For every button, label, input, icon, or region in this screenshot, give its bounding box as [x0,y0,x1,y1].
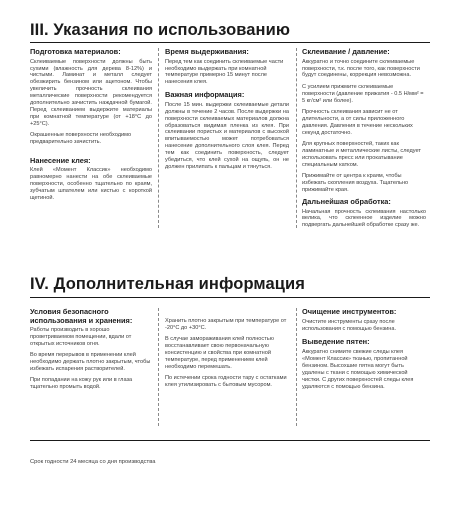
text-bonding-1: Аккуратно и точно соедините склеиваемые поверхности, т.к. после того, как поверхности будут соединены, коррекция невозможна. [302,58,420,79]
section-3-column-1 [30,48,152,206]
heading-further-processing: Дальнейшая обработка: [302,196,391,206]
footer-rule [30,440,430,441]
text-bonding-3: Прочность склеивания зависит не от длительности, а от силы приложенного давления. Давления в течение нескольких секунд достаточно. [302,108,413,136]
section-3-rule [30,42,430,43]
section-3-title: III. Указания по использованию [30,21,291,39]
heading-application: Нанесение клея: [30,155,91,165]
text-preparation-1: Склеиваемые поверхности должны быть сухими (влажность для дерева 8-12%) и чистыми. Ламинат и металл следует обезжирить бензином или ацетоном. Чтобы увеличить прочность склеивания металлические поверхности рекомендуется дополнительно зачистить наждачной бумагой. Перед склеиванием выдержите материалы при комнатной температуре (от +18°C до +25°C). [30,58,152,127]
text-bonding-4: Для крупных поверхностей, таких как ламинатные и металлические листы, следует использовать пресс или прокатывание специальным катком. [302,140,421,168]
section-3-column-3 [302,48,426,234]
text-bonding-5: Прижимайте от центра к краям, чтобы избежать скопления воздуха. Тщательно прижимайте края. [302,172,409,193]
section-4-column-2 [165,318,289,393]
text-storage-3: По истечении срока годности тару с остатками клея утилизировать с бытовым мусором. [165,375,287,389]
text-bonding-2: С усилием прижмите склеиваемые поверхности (давление прижатия - 0.5 Н/мм² = 5 кг/см² или более). [302,83,424,104]
text-tool-cleaning: Очистите инструменты сразу после использования с помощью бензина. [302,318,397,332]
text-application: Клей «Момент Классик» необходимо равномерно нанести на обе склеиваемые поверхности, особенно тщательно по краям, зубчатым шпателем или кистью с короткой щетиной. [30,167,152,202]
section-4-column-3 [302,308,426,395]
heading-safety-storage: Условия безопасного использования и хранения: [30,307,133,325]
text-safety-3: При попадании на кожу рук или в глаза тщательно промыть водой. [30,377,133,391]
text-further-processing: Начальная прочность склеивания настолько велика, что склеенное изделие можно подвергать дальнейшей обработке сразу же. [302,208,426,229]
text-safety-2: Во время перерывов в применении клей необходимо держать плотно закрытым, чтобы избежать испарения растворителей. [30,352,151,373]
text-preparation-2: Окрашенные поверхности необходимо предварительно зачистить. [30,132,132,145]
heading-tool-cleaning: Очищение инструментов: [302,307,397,316]
heading-hold-time: Время выдерживания: [165,47,249,56]
text-storage-1: Хранить плотно закрытым при температуре от -20°C до +30°C. [165,318,287,331]
section-4-column-1 [30,308,152,396]
section-3-separator-1 [158,48,159,228]
text-important-info: После 15 мин. выдержки склеиваемые детали должны в течение 2 часов. После выдержки на поверхности склеиваемых материалов должна образоваться видимая пленка из клея. При склеивании пористых и материалов с высокой впитываемостью может потребоваться нанесение дополнительного слоя клея. Перед тем как соединить поверхность, следует убедиться, что клей сухой на ощупь, он не должен прилипать к пальцам и тянуться. [165,101,289,170]
text-hold-time: Перед тем как соединить склеиваемые части необходимо выдержать при комнатной температуре примерно 15 минут после нанесения клея. [165,58,284,86]
section-3-column-2 [165,48,289,175]
heading-stain-removal: Выведение пятен: [302,337,370,347]
shelf-life-note: Срок годности 24 месяца со дня производства [30,459,156,465]
text-safety-1: Работы производить в хорошо проветриваемом помещении, вдали от открытых источников огня. [30,327,132,347]
text-storage-2: В случае замораживания клей полностью восстанавливает свою первоначальную консистенцию и свойства при комнатной температуре, перед применением клей необходимо перемешать. [165,336,274,370]
heading-bonding: Склеивание / давление: [302,47,390,56]
section-4-title: IV. Дополнительная информация [30,275,305,293]
heading-preparation: Подготовка материалов: [30,47,121,56]
section-4-separator-2 [296,308,297,426]
section-3-separator-2 [296,48,297,228]
text-stain-removal: Аккуратно снимите свежие следы клея «Момент Классик» тканью, пропитанной бензином. Высохшие пятна могут быть удалены с ткани с помощью химической чистки. С других поверхностей следы клея удаляются с помощью бензина. [302,349,414,390]
section-4-rule [30,297,430,298]
heading-important-info: Важная информация: [165,90,245,100]
section-4-separator-1 [158,308,159,426]
